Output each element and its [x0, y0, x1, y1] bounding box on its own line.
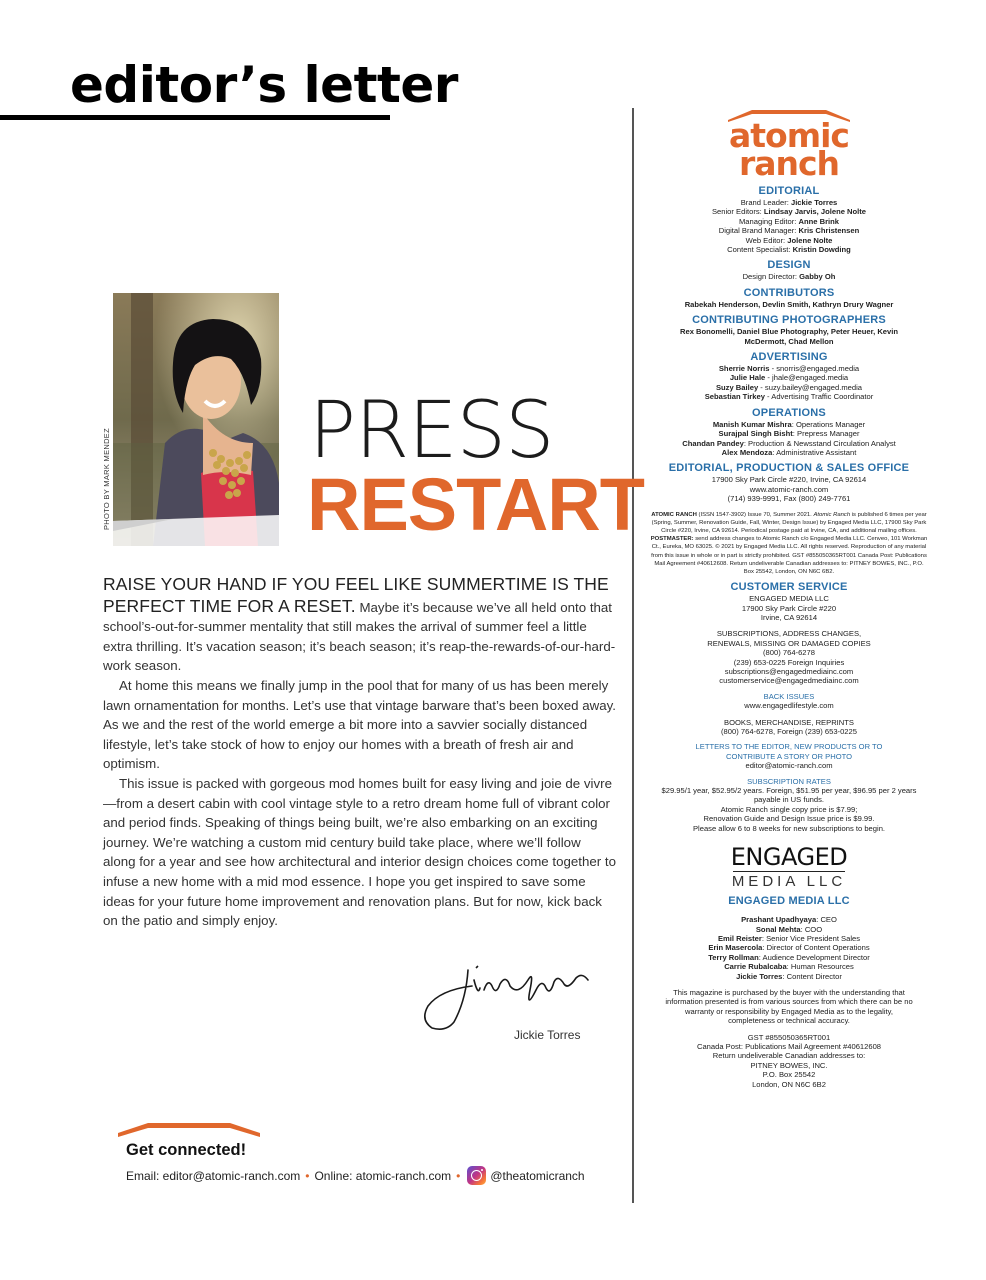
footer-instagram-handle[interactable]: @theatomicranch: [490, 1168, 585, 1183]
rates-text: $29.95/1 year, $52.95/2 years. Foreign, $51.95 per year, $96.95 per 2 years payable in US funds.: [661, 786, 917, 805]
footer-website[interactable]: Online: atomic-ranch.com: [314, 1168, 452, 1183]
operations-line: Manish Kumar Mishra: Operations Manager: [712, 419, 866, 429]
customer-service-heading: CUSTOMER SERVICE: [730, 581, 848, 594]
engaged-line: Sonal Mehta: COO: [755, 924, 823, 934]
engaged-line: Carrie Rubalcaba: Human Resources: [724, 962, 854, 972]
photo-credit: PHOTO BY MARK MENDEZ: [102, 428, 111, 530]
london-address: London, ON N6C 6B2: [752, 1079, 826, 1089]
subs-foreign-phone: (239) 653-0225 Foreign Inquiries: [733, 657, 845, 667]
canada-post: Canada Post: Publications Mail Agreement #40612608: [696, 1041, 882, 1051]
operations-line: Chandan Pandey: Production & Newsstand Circulation Analyst: [682, 438, 896, 448]
signature-name: Jickie Torres: [514, 1028, 581, 1042]
back-issues-website[interactable]: www.engagedlifestyle.com: [744, 701, 834, 711]
footer-email[interactable]: Email: editor@atomic-ranch.com: [126, 1168, 301, 1183]
engaged-line: Terry Rollman: Audience Development Director: [708, 952, 870, 962]
lead-in: RAISE YOUR HAND IF YOU FEEL LIKE SUMMERTIME IS THE PERFECT TIME FOR A RESET.: [103, 574, 609, 616]
author-photo: [113, 293, 279, 546]
books-phone: (800) 764-6278, Foreign (239) 653-0225: [721, 727, 857, 737]
editorial-line: Digital Brand Manager: Kris Christensen: [718, 226, 860, 236]
separator-dot: •: [456, 1168, 461, 1183]
body-paragraph-3: This issue is packed with gorgeous mod homes built for easy living and joie de vivre—from a desert cabin with cool vintage style to a retro dream home full of vibrant color and period finds. Speaking of things being built, we’re also embarking on an exciting journey. We’re watching a custom mid century build take place, where we’ll follow along for a year and see how architectural and interior design choices come together to infuse a new home with a mid mod essence. I hope you get inspired to save some ideas for your future home improvement and renovation plans. But for now, kick back on the patio and simply enjoy.: [103, 775, 616, 929]
subscription-delay-note: Please allow 6 to 8 weeks for new subscriptions to begin.: [692, 823, 886, 833]
advertising-line: Julie Hale - jhale@engaged.media: [729, 373, 849, 383]
headline-line2: RESTART: [307, 463, 644, 546]
advertising-line: Sebastian Tirkey - Advertising Traffic Coordinator: [704, 392, 874, 402]
engaged-line: Prashant Upadhyaya: CEO: [741, 915, 837, 925]
separator-dot: •: [305, 1168, 310, 1183]
photographers-heading: CONTRIBUTING PHOTOGRAPHERS: [692, 314, 886, 327]
engaged-logo-sub: MEDIA LLC: [731, 873, 847, 891]
books-heading: BOOKS, MERCHANDISE, REPRINTS: [724, 717, 854, 727]
office-website[interactable]: www.atomic-ranch.com: [749, 484, 829, 494]
engaged-media-logo: [645, 845, 933, 890]
editorial-line: Web Editor: Jolene Nolte: [745, 235, 833, 245]
section-title: editor’s letter: [70, 56, 458, 114]
body-paragraph-1: [103, 574, 616, 676]
headline-line1: PRESS: [309, 386, 554, 476]
letters-email[interactable]: editor@atomic-ranch.com: [745, 761, 833, 771]
instagram-icon[interactable]: [467, 1166, 486, 1185]
advertising-list: [645, 364, 933, 402]
body-paragraph-2: At home this means we finally jump in the pool that for many of us has been merely lawn ornamentation for months. Let’s use that vintage barware that’s been boxed away. As we and the rest of the world emerge a bit more into a savvier socially distanced lifestyle, let’s take stock of how to enjoy our homes with a breath of fresh air and optimism.: [103, 677, 616, 772]
engaged-logo-rule: [733, 871, 845, 872]
masthead: [645, 108, 933, 1089]
subs-heading-1: SUBSCRIPTIONS, ADDRESS CHANGES,: [716, 629, 862, 639]
editorial-line: Brand Leader: Jickie Torres: [740, 198, 838, 207]
engaged-line: Emil Reister: Senior Vice President Sales: [717, 933, 861, 943]
cs-company: ENGAGED MEDIA LLC: [749, 594, 829, 604]
column-divider: [632, 108, 634, 1203]
operations-line: Surajpal Singh Bisht: Prepress Manager: [718, 429, 860, 439]
contributors-names: Rabekah Henderson, Devlin Smith, Kathryn Drury Wagner: [684, 299, 894, 309]
cs-address-2: Irvine, CA 92614: [760, 612, 818, 622]
paragraph-1-text: Maybe it’s because we’ve all held onto that school’s-out-for-summer mentality that still makes the arrival of summer feel a little extra thrilling. It’s vacation season; it’s beach season; it’s reap-the-rewards-of-our-hard-work season.: [103, 599, 616, 674]
title-rule: [0, 115, 390, 120]
advertising-heading: ADVERTISING: [750, 351, 828, 364]
pitney-bowes: PITNEY BOWES, INC.: [750, 1060, 828, 1070]
letters-heading-1: LETTERS TO THE EDITOR, NEW PRODUCTS OR TO: [695, 742, 883, 752]
advertising-line: Suzy Bailey - suzy.bailey@engaged.media: [715, 382, 863, 392]
operations-heading: OPERATIONS: [752, 406, 826, 419]
advertising-line: Sherrie Norris - snorris@engaged.media: [718, 364, 860, 374]
roof-icon: [118, 1121, 260, 1139]
back-issues-heading: BACK ISSUES: [763, 691, 815, 701]
return-addresses: Return undeliverable Canadian addresses to:: [712, 1051, 866, 1061]
editorial-line: Managing Editor: Anne Brink: [738, 216, 840, 226]
subs-phone: (800) 764-6278: [763, 648, 815, 658]
atomic-ranch-logo: [645, 108, 933, 183]
logo-line-ranch: ranch: [738, 144, 840, 183]
design-line: Design Director: Gabby Oh: [742, 272, 836, 282]
logo-line-atomic: atomic: [729, 116, 849, 155]
author-portrait-image: [113, 293, 279, 546]
letters-heading-2: CONTRIBUTE A STORY OR PHOTO: [725, 751, 853, 761]
office-phone: (714) 939-9991, Fax (800) 249-7761: [727, 494, 851, 504]
engaged-list: [645, 915, 933, 981]
subs-email[interactable]: subscriptions@engagedmediainc.com: [724, 667, 854, 676]
engaged-line: Erin Masercola: Director of Content Operations: [708, 943, 870, 953]
letter-body: [103, 574, 616, 931]
photographers-names: Rex Bonomelli, Daniel Blue Photography, Peter Heuer, Kevin McDermott, Chad Mellon: [679, 327, 899, 346]
rates-heading: SUBSCRIPTION RATES: [747, 776, 831, 786]
design-heading: DESIGN: [767, 259, 811, 272]
gst-number: GST #855050365RT001: [747, 1032, 831, 1042]
cs-address-1: 17900 Sky Park Circle #220: [741, 603, 837, 613]
engaged-heading: ENGAGED MEDIA LLC: [728, 895, 850, 908]
editorial-line: Content Specialist: Kristin Dowding: [727, 245, 851, 255]
editorial-line: Senior Editors: Lindsay Jarvis, Jolene Nolte: [711, 207, 867, 217]
po-box: P.O. Box 25542: [762, 1070, 816, 1080]
single-copy-price: Atomic Ranch single copy price is $7.99;: [720, 804, 858, 814]
guide-price: Renovation Guide and Design Issue price is $9.99.: [703, 814, 875, 824]
office-address: 17900 Sky Park Circle #220, Irvine, CA 92614: [711, 475, 867, 485]
cs-email[interactable]: customerservice@engagedmediainc.com: [719, 676, 859, 686]
contributors-heading: CONTRIBUTORS: [743, 286, 835, 299]
engaged-line: Jickie Torres: Content Director: [736, 971, 842, 981]
office-heading: EDITORIAL, PRODUCTION & SALES OFFICE: [668, 462, 910, 475]
footer-contact-line: [126, 1166, 585, 1185]
operations-line: Alex Mendoza: Administrative Assistant: [721, 447, 857, 457]
operations-list: [645, 420, 933, 458]
subs-heading-2: RENEWALS, MISSING OR DAMAGED COPIES: [707, 638, 871, 648]
engaged-logo-word: ENGAGED: [730, 843, 848, 872]
legal-notice: ATOMIC RANCH (ISSN 1547-3902) Issue 70, Summer 2021. Atomic Ranch is published 6 times per year (Spring, Summer, Renovation Guide, Fall, Winter, Design Issue) by Engaged Media LLC, 17900 Sky Park Circle #220, Irvine, CA 92614. Periodical postage paid at Irvine, CA, and additional mailing offices. POSTMASTER: send address changes to Atomic Ranch c/o Engaged Media LLC. Cenveo, 101 Workman Ct., Eureka, MO 63025. © 2021 by Engaged Media LLC. All rights reserved. Reproduction of any material from this issue in whole or in part is strictly prohibited. GST #855050365RT001 Canada Post: Publications Mail Agreement #40612608. Return undeliverable Canadian addresses to: PITNEY BOWES, INC., P.O. Box 25542, London, ON N6C 6B2.: [650, 511, 928, 575]
footer-heading: Get connected!: [126, 1141, 247, 1159]
editorial-list: [645, 198, 933, 254]
editorial-heading: EDITORIAL: [758, 185, 820, 197]
disclaimer: This magazine is purchased by the buyer with the understanding that information presented is from various sources from which there can be no warranty or responsibility by Engaged Media as to the legality, completeness or technical accuracy.: [665, 987, 913, 1026]
